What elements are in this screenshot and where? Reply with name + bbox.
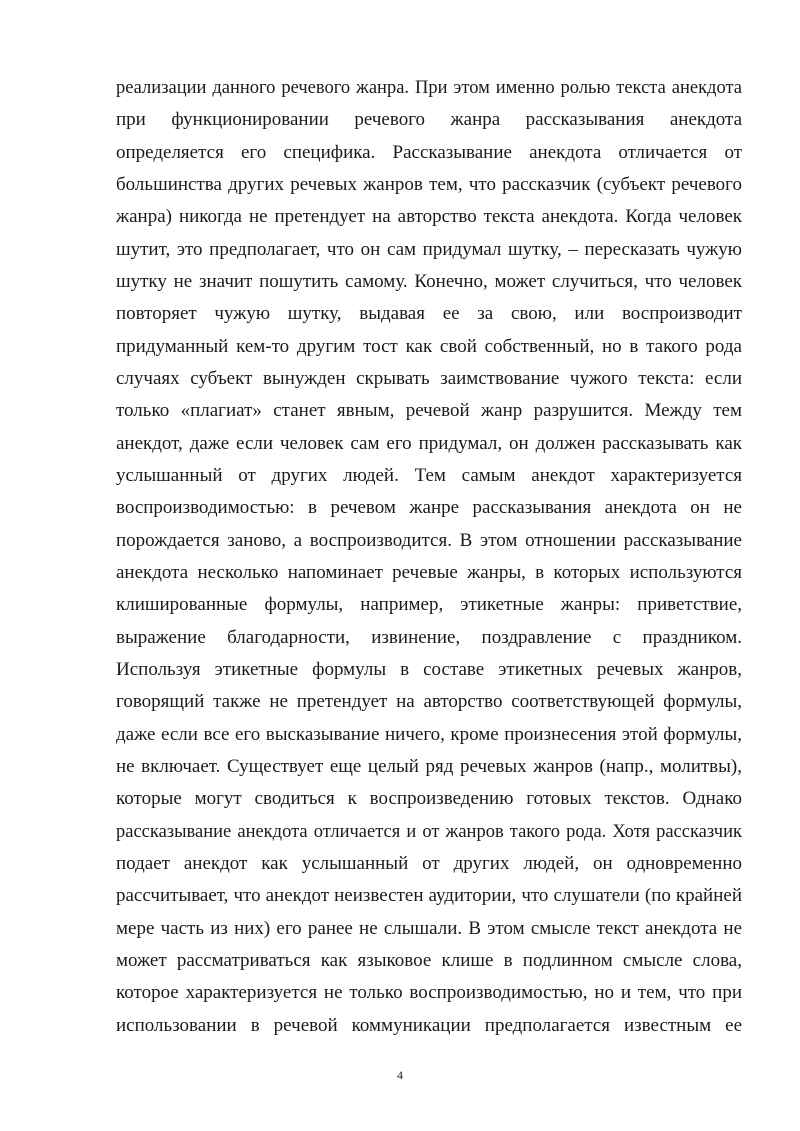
text-line: придуманный кем-то другим тост как свой собственный, но в такого рода: [116, 336, 742, 357]
text-line: воспроизводимостью: в речевом жанре рассказывания анекдота он не: [116, 497, 742, 518]
text-line: большинства других речевых жанров тем, что рассказчик (субъект речевого: [116, 174, 742, 195]
text-line: случаях субъект вынужден скрывать заимствование чужого текста: если: [116, 368, 742, 389]
text-line: повторяет чужую шутку, выдавая ее за свою, или воспроизводит: [116, 303, 742, 324]
text-line: подает анекдот как услышанный от других людей, он одновременно: [116, 853, 742, 874]
text-line: мере часть из них) его ранее не слышали. В этом смысле текст анекдота не: [116, 918, 742, 939]
text-line: при функционировании речевого жанра рассказывания анекдота: [116, 109, 742, 130]
text-line: рассказывание анекдота отличается и от жанров такого рода. Хотя рассказчик: [116, 822, 742, 842]
text-line: которое характеризуется не только воспроизводимостью, но и тем, что при: [116, 982, 742, 1003]
text-line: которые могут сводиться к воспроизведению готовых текстов. Однако: [116, 788, 742, 809]
text-line: Используя этикетные формулы в составе этикетных речевых жанров,: [116, 659, 742, 680]
text-line: шутит, это предполагает, что он сам придумал шутку, – пересказать чужую: [116, 239, 742, 260]
text-line: клишированные формулы, например, этикетные жанры: приветствие,: [116, 594, 742, 615]
text-line: может рассматриваться как языковое клише в подлинном смысле слова,: [116, 950, 742, 971]
text-line: выражение благодарности, извинение, поздравление с праздником.: [116, 627, 742, 648]
text-line: реализации данного речевого жанра. При этом именно ролью текста анекдота: [116, 78, 742, 98]
text-line: не включает. Существует еще целый ряд речевых жанров (напр., молитвы),: [116, 756, 742, 777]
text-line: шутку не значит пошутить самому. Конечно, может случиться, что человек: [116, 271, 742, 292]
page-number: 4: [397, 1068, 403, 1082]
text-line: определяется его специфика. Рассказывание анекдота отличается от: [116, 142, 742, 163]
text-line: анекдота несколько напоминает речевые жанры, в которых используются: [116, 562, 742, 583]
text-line: даже если все его высказывание ничего, кроме произнесения этой формулы,: [116, 724, 742, 745]
text-line: рассчитывает, что анекдот неизвестен аудитории, что слушатели (по крайней: [116, 885, 742, 906]
text-line: анекдот, даже если человек сам его придумал, он должен рассказывать как: [116, 433, 742, 454]
text-line: порождается заново, а воспроизводится. В этом отношении рассказывание: [116, 530, 742, 551]
text-line: говорящий также не претендует на авторство соответствующей формулы,: [116, 691, 742, 712]
text-line: использовании в речевой коммуникации предполагается известным ее: [116, 1015, 742, 1036]
text-line: только «плагиат» станет явным, речевой жанр разрушится. Между тем: [116, 400, 742, 421]
text-line: жанра) никогда не претендует на авторство текста анекдота. Когда человек: [116, 206, 742, 227]
text-line: услышанный от других людей. Тем самым анекдот характеризуется: [116, 465, 742, 486]
